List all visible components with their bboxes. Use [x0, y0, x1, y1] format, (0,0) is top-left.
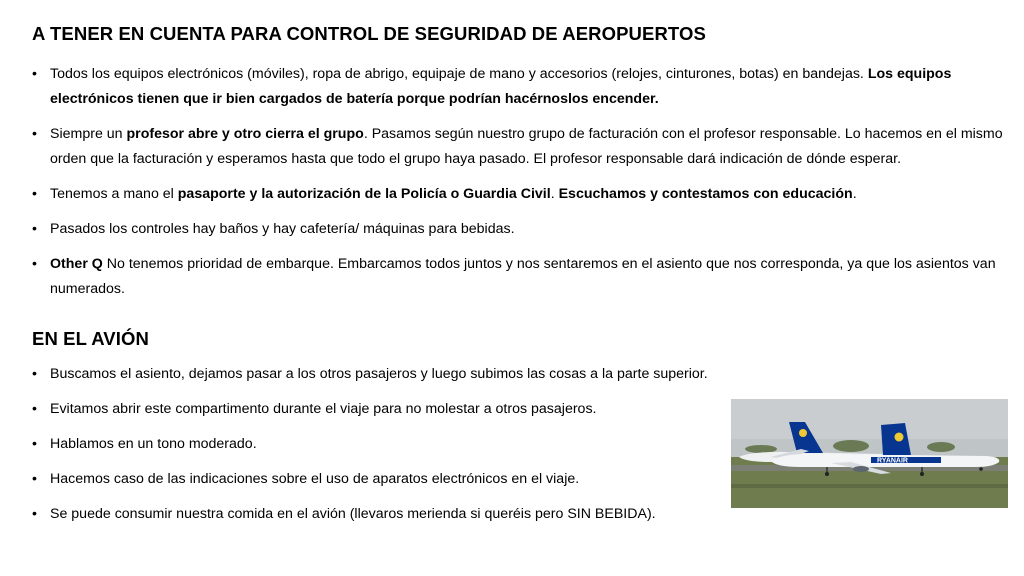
- text-segment: . Pasamos según nuestro grupo de facturación con el profesor responsable. Lo hacemos en el mismo orden que la facturación y esperamos hasta que todo el grupo haya pasado. El profesor responsable dará indicación de dónde esperar.: [50, 126, 1003, 167]
- bold-text: pasaporte y la autorización de la Policía o Guardia Civil: [177, 186, 551, 202]
- bullet-item: [32, 397, 792, 422]
- bold-text: profesor abre y otro cierra el grupo: [126, 126, 364, 142]
- bold-text: Escuchamos y contestamos con educación: [558, 186, 853, 202]
- bullet-item: [32, 362, 792, 387]
- section-title-plane: EN EL AVIÓN: [32, 328, 149, 349]
- text-segment: Siempre un: [50, 126, 127, 142]
- text-segment: Pasados los controles hay baños y hay cafetería/ máquinas para bebidas.: [50, 221, 515, 237]
- text-segment: Evitamos abrir este compartimento durante el viaje para no molestar a otros pasajeros.: [50, 401, 597, 417]
- bullet-item: [32, 62, 1022, 112]
- bullet-item: [32, 252, 1022, 302]
- bullet-item: [32, 182, 1022, 207]
- text-segment: Hacemos caso de las indicaciones sobre el uso de aparatos electrónicos en el viaje.: [50, 471, 580, 487]
- text-segment: Todos los equipos electrónicos (móviles), ropa de abrigo, equipaje de mano y accesorios (relojes, cinturones, botas) en bandejas.: [50, 66, 868, 82]
- bullet-item: [32, 122, 1022, 172]
- text-segment: Tenemos a mano el: [50, 186, 178, 202]
- plane-bullet-list: [32, 362, 792, 537]
- ryanair-planes-image: [731, 399, 1008, 508]
- text-segment: No tenemos prioridad de embarque. Embarcamos todos juntos y nos sentaremos en el asiento que nos corresponda, ya que los asientos van numerados.: [50, 256, 996, 297]
- text-segment: Buscamos el asiento, dejamos pasar a los otros pasajeros y luego subimos las cosas a la parte superior.: [50, 366, 708, 382]
- bullet-item: [32, 467, 792, 492]
- bold-text: Other Q: [50, 256, 103, 272]
- security-bullet-list: [32, 62, 1022, 312]
- bullet-item: [32, 217, 1022, 242]
- bullet-item: [32, 502, 792, 527]
- section-title-security: A TENER EN CUENTA PARA CONTROL DE SEGURIDAD DE AEROPUERTOS: [32, 23, 706, 44]
- text-segment: Se puede consumir nuestra comida en el avión (llevaros merienda si queréis pero SIN BEBIDA).: [50, 506, 656, 522]
- text-segment: .: [550, 186, 559, 202]
- ryanair-logo-text: RYANAIR: [877, 457, 908, 465]
- bullet-item: [32, 432, 792, 457]
- text-segment: .: [852, 186, 857, 202]
- airplanes-photo: [731, 399, 1008, 508]
- bold-text: Los equipos electrónicos tienen que ir bien cargados de batería porque podrían hacérnoslos encender.: [50, 66, 952, 107]
- text-segment: Hablamos en un tono moderado.: [50, 436, 257, 452]
